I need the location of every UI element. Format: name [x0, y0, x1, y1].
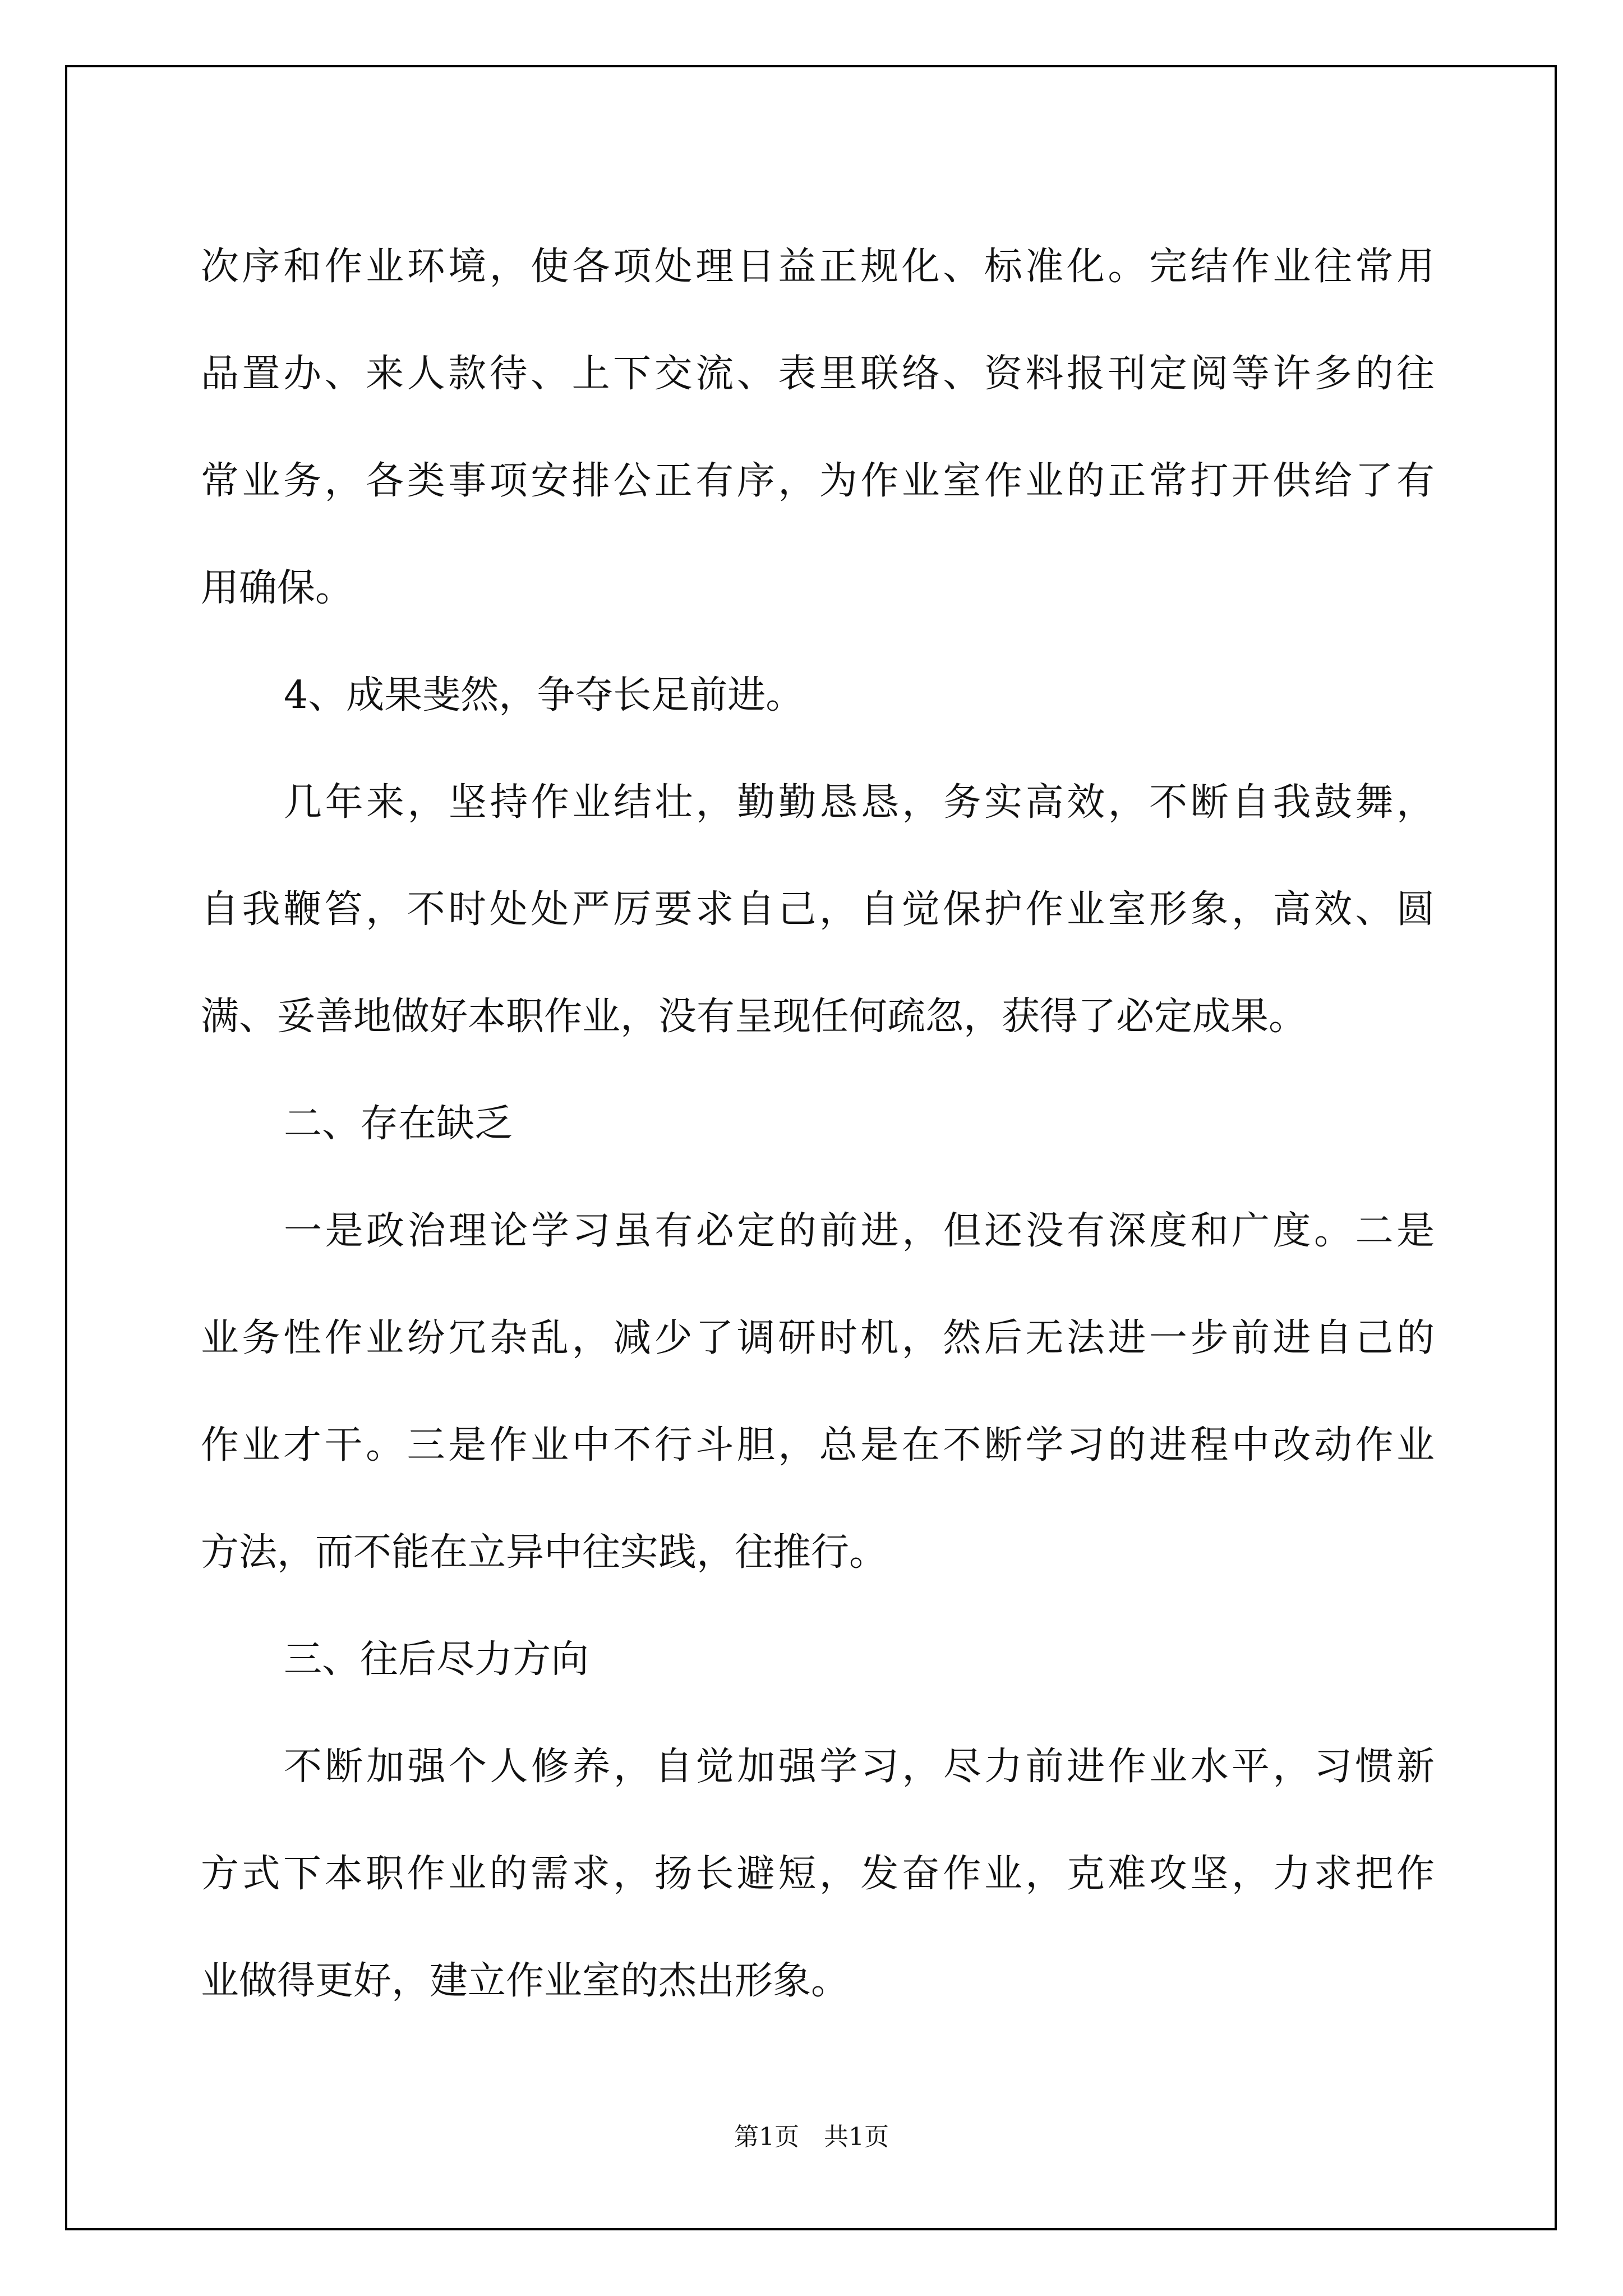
text-line: 品置办、来人款待、上下交流、表里联络、资料报刊定阅等许多的往 [201, 352, 1435, 396]
paragraph-work-environment [201, 213, 1435, 642]
text-line: 次序和作业环境，使各项处理日益正规化、标准化。完结作业往常用 [201, 245, 1435, 289]
current-page-number: 第1页 [734, 2123, 799, 2151]
text-line: 业做得更好，建立作业室的杰出形象。 [201, 1959, 850, 2003]
text-line: 一是政治理论学习虽有必定的前进，但还没有深度和广度。二是 [284, 1209, 1435, 1253]
text-line: 二、存在缺乏 [284, 1102, 513, 1146]
page-footer [0, 2120, 1623, 2154]
text-line: 业务性作业纷冗杂乱，减少了调研时机，然后无法进一步前进自己的 [201, 1316, 1435, 1360]
paragraph-achievements [201, 749, 1435, 1070]
text-line: 作业才干。三是作业中不行斗胆，总是在不断学习的进程中改动作业 [201, 1423, 1435, 1467]
text-line: 用确保。 [201, 566, 354, 610]
text-line: 常业务，各类事项安排公正有序，为作业室作业的正常打开供给了有 [201, 459, 1435, 503]
paragraph-future-direction [201, 1713, 1435, 2035]
text-line: 自我鞭笞，不时处处严厉要求自己，自觉保护作业室形象，高效、圆 [201, 887, 1435, 932]
paragraph-shortcomings [201, 1177, 1435, 1606]
heading-future-direction [201, 1606, 1435, 1713]
text-line: 4、成果斐然，争夺长足前进。 [284, 673, 804, 717]
heading-shortcomings [201, 1070, 1435, 1177]
heading-achievements [201, 642, 1435, 749]
total-page-count: 共1页 [824, 2123, 889, 2151]
text-line: 方法，而不能在立异中往实践，往推行。 [201, 1530, 888, 1575]
text-line: 满、妥善地做好本职作业，没有呈现任何疏忽，获得了必定成果。 [201, 995, 1307, 1039]
text-line: 不断加强个人修养，自觉加强学习，尽力前进作业水平，习惯新 [284, 1745, 1435, 1789]
text-line: 方式下本职作业的需求，扬长避短，发奋作业，克难攻坚，力求把作 [201, 1852, 1435, 1896]
text-line: 几年来，坚持作业结壮，勤勤恳恳，务实高效，不断自我鼓舞， [284, 780, 1435, 825]
text-line: 三、往后尽力方向 [284, 1637, 589, 1682]
